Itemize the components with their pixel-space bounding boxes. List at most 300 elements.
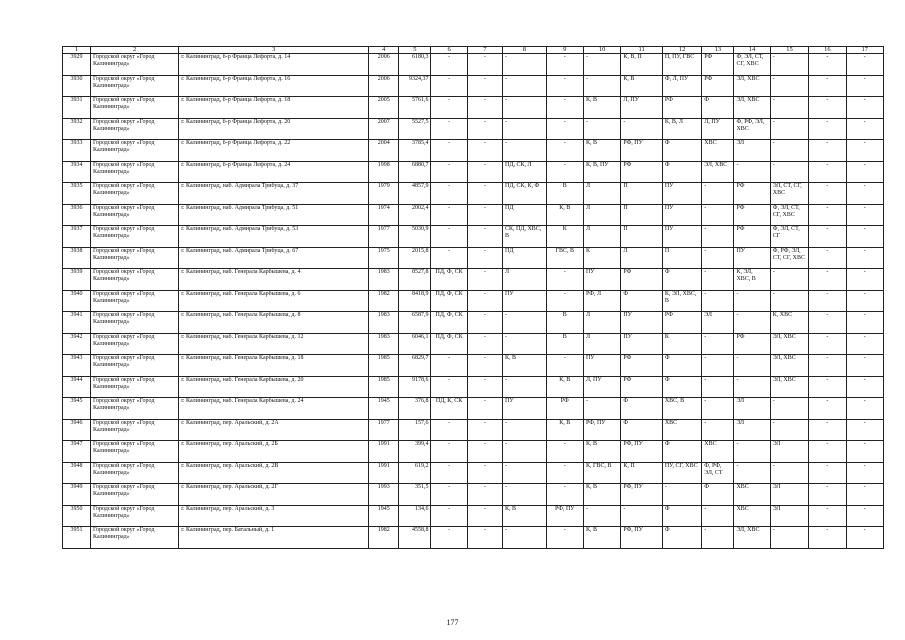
table-cell: 619,2 bbox=[399, 462, 431, 484]
table-cell: 1985 bbox=[369, 376, 399, 398]
table-cell: - bbox=[809, 376, 846, 398]
table-cell: - bbox=[503, 312, 547, 334]
table-cell: 1991 bbox=[369, 462, 399, 484]
table-cell: г. Калининград, наб. Генерала Карбышева, д. 4 bbox=[179, 269, 369, 291]
table-cell: 3936 bbox=[63, 204, 91, 226]
table-cell: - bbox=[431, 75, 467, 97]
table-row bbox=[63, 226, 884, 248]
table-cell: К, ЭЛ, ХВС, В bbox=[662, 290, 701, 312]
table-row bbox=[63, 247, 884, 269]
table-cell: ХВС bbox=[702, 441, 734, 463]
table-cell: ХВС, В bbox=[662, 398, 701, 420]
table-cell: - bbox=[467, 355, 502, 377]
table-cell: К, В, П bbox=[621, 54, 663, 76]
table-cell: РФ bbox=[734, 333, 770, 355]
table-cell: - bbox=[583, 398, 620, 420]
column-header: 12 bbox=[662, 47, 701, 54]
table-cell: В bbox=[546, 183, 583, 205]
header-row bbox=[63, 47, 884, 54]
table-cell: К, В bbox=[621, 75, 663, 97]
column-header: 7 bbox=[467, 47, 502, 54]
table-cell: 1998 bbox=[369, 161, 399, 183]
table-cell: - bbox=[734, 441, 770, 463]
table-cell: ПД, Ф, СК bbox=[431, 312, 467, 334]
table-cell: Л, ПУ bbox=[583, 376, 620, 398]
table-cell: ПУ bbox=[621, 312, 663, 334]
table-cell: - bbox=[467, 441, 502, 463]
table-cell: Ф bbox=[662, 376, 701, 398]
table-cell: 4558,8 bbox=[399, 527, 431, 549]
column-header: 4 bbox=[369, 47, 399, 54]
table-cell: - bbox=[467, 376, 502, 398]
table-cell: 9178,6 bbox=[399, 376, 431, 398]
table-cell: ПУ, СГ, ХВС bbox=[662, 462, 701, 484]
table-cell: - bbox=[431, 462, 467, 484]
table-cell: Ф bbox=[662, 505, 701, 527]
table-cell: 3934 bbox=[63, 161, 91, 183]
table-cell: 5030,9 bbox=[399, 226, 431, 248]
table-cell: - bbox=[770, 398, 808, 420]
table-cell: 8527,8 bbox=[399, 269, 431, 291]
table-cell: Л bbox=[621, 247, 663, 269]
table-cell: ПУ bbox=[621, 333, 663, 355]
table-cell: Городской округ «Город Калининград» bbox=[91, 247, 179, 269]
table-cell: - bbox=[583, 118, 620, 140]
table-cell: - bbox=[431, 140, 467, 162]
column-header: 15 bbox=[770, 47, 808, 54]
table-row bbox=[63, 290, 884, 312]
table-cell: - bbox=[467, 312, 502, 334]
table-cell: - bbox=[467, 269, 502, 291]
table-cell: ПД, СК, Л bbox=[503, 161, 547, 183]
table-cell: 6829,7 bbox=[399, 355, 431, 377]
table-cell: ГВС, В bbox=[546, 247, 583, 269]
table-cell: 3932 bbox=[63, 118, 91, 140]
table-cell: - bbox=[546, 527, 583, 549]
table-cell: - bbox=[431, 505, 467, 527]
table-cell: 3785,4 bbox=[399, 140, 431, 162]
table-cell: Городской округ «Город Калининград» bbox=[91, 204, 179, 226]
table-cell: ЭЛ bbox=[702, 312, 734, 334]
table-cell: 134,6 bbox=[399, 505, 431, 527]
table-cell: - bbox=[702, 247, 734, 269]
table-cell: - bbox=[431, 97, 467, 119]
table-cell: К, В, ПУ bbox=[583, 161, 620, 183]
table-cell: - bbox=[431, 484, 467, 506]
table-cell: - bbox=[809, 54, 846, 76]
table-cell: г. Калининград, наб. Адмирала Трибуца, д. 53 bbox=[179, 226, 369, 248]
table-cell: Городской округ «Город Калининград» bbox=[91, 97, 179, 119]
table-cell: - bbox=[846, 97, 883, 119]
table-cell: - bbox=[702, 290, 734, 312]
table-cell: - bbox=[431, 54, 467, 76]
table-cell: 3931 bbox=[63, 97, 91, 119]
table-cell: - bbox=[809, 161, 846, 183]
table-cell: РФ, ПУ bbox=[621, 527, 663, 549]
table-cell: - bbox=[702, 527, 734, 549]
table-cell: - bbox=[503, 75, 547, 97]
table-cell: Городской округ «Город Калининград» bbox=[91, 269, 179, 291]
table-cell: Городской округ «Город Калининград» bbox=[91, 226, 179, 248]
table-cell: - bbox=[809, 333, 846, 355]
table-cell: - bbox=[846, 290, 883, 312]
table-cell: 3930 bbox=[63, 75, 91, 97]
table-cell: ЭЛ bbox=[770, 505, 808, 527]
table-cell: ХВС bbox=[734, 505, 770, 527]
table-row bbox=[63, 161, 884, 183]
table-cell: - bbox=[546, 140, 583, 162]
table-cell: К, В bbox=[546, 376, 583, 398]
table-cell: РФ bbox=[734, 183, 770, 205]
table-cell: - bbox=[503, 118, 547, 140]
table-cell: К bbox=[583, 247, 620, 269]
table-cell: г. Калининград, б-р Франца Лефорта, д. 22 bbox=[179, 140, 369, 162]
table-cell: - bbox=[467, 484, 502, 506]
table-cell: ПД, СК, К, Ф bbox=[503, 183, 547, 205]
table-cell: г. Калининград, наб. Генерала Карбышева, д. 24 bbox=[179, 398, 369, 420]
table-cell: РФ bbox=[546, 398, 583, 420]
table-cell: - bbox=[467, 419, 502, 441]
table-cell: - bbox=[809, 505, 846, 527]
table-cell: Ф, РФ, ЭЛ, СТ bbox=[702, 462, 734, 484]
table-cell: 5761,6 bbox=[399, 97, 431, 119]
table-cell: - bbox=[546, 355, 583, 377]
table-cell: - bbox=[809, 269, 846, 291]
table-cell: 3947 bbox=[63, 441, 91, 463]
table-cell: - bbox=[770, 75, 808, 97]
table-cell: К, В bbox=[503, 505, 547, 527]
table-cell: 2006 bbox=[369, 54, 399, 76]
table-cell: - bbox=[503, 484, 547, 506]
table-cell: - bbox=[467, 527, 502, 549]
table-cell: - bbox=[431, 161, 467, 183]
table-cell: - bbox=[846, 333, 883, 355]
page-number: 177 bbox=[446, 618, 459, 627]
table-cell: г. Калининград, наб. Генерала Карбышева, д. 18 bbox=[179, 355, 369, 377]
table-cell: 3933 bbox=[63, 140, 91, 162]
table-cell: - bbox=[846, 140, 883, 162]
table-cell: - bbox=[846, 527, 883, 549]
table-cell: ПУ bbox=[583, 269, 620, 291]
table-cell: Л bbox=[583, 204, 620, 226]
column-header: 14 bbox=[734, 47, 770, 54]
table-cell: РФ bbox=[662, 312, 701, 334]
table-cell: - bbox=[809, 118, 846, 140]
column-header: 6 bbox=[431, 47, 467, 54]
table-cell: - bbox=[702, 333, 734, 355]
table-cell: - bbox=[467, 505, 502, 527]
table-cell: г. Калининград, наб. Адмирала Трибуца, д. 51 bbox=[179, 204, 369, 226]
table-cell: К, В bbox=[546, 419, 583, 441]
table-cell: РФ, ПУ bbox=[621, 484, 663, 506]
table-cell: Городской округ «Город Калининград» bbox=[91, 54, 179, 76]
table-cell: РФ, ПУ bbox=[546, 505, 583, 527]
table-cell: 3929 bbox=[63, 54, 91, 76]
table-cell: Городской округ «Город Калининград» bbox=[91, 355, 179, 377]
table-cell: г. Калининград, наб. Генерала Карбышева, д. 12 bbox=[179, 333, 369, 355]
table-row bbox=[63, 398, 884, 420]
table-cell: П bbox=[621, 204, 663, 226]
table-cell: - bbox=[702, 269, 734, 291]
table-cell: - bbox=[583, 505, 620, 527]
table-cell: Ф bbox=[621, 398, 663, 420]
table-row bbox=[63, 118, 884, 140]
table-cell: 8418,9 bbox=[399, 290, 431, 312]
table-row bbox=[63, 355, 884, 377]
table-cell: ЭЛ, ХВС bbox=[734, 527, 770, 549]
table-cell: Городской округ «Город Калининград» bbox=[91, 484, 179, 506]
table-cell: - bbox=[809, 247, 846, 269]
table-row bbox=[63, 75, 884, 97]
table-cell: 1974 bbox=[369, 204, 399, 226]
table-cell: Ф bbox=[662, 355, 701, 377]
table-cell: - bbox=[846, 484, 883, 506]
table-cell: - bbox=[734, 376, 770, 398]
table-cell: - bbox=[809, 419, 846, 441]
table-cell: Городской округ «Город Калининград» bbox=[91, 527, 179, 549]
table-cell: - bbox=[770, 462, 808, 484]
table-row bbox=[63, 97, 884, 119]
table-cell: 1993 bbox=[369, 484, 399, 506]
table-cell: - bbox=[467, 75, 502, 97]
table-cell: г. Калининград, наб. Генерала Карбышева, д. 8 bbox=[179, 312, 369, 334]
table-cell: ЭЛ, ХВС bbox=[770, 376, 808, 398]
table-cell: г. Калининград, б-р Франца Лефорта, д. 24 bbox=[179, 161, 369, 183]
table-cell: Ф, ЭЛ, СТ, СГ bbox=[770, 226, 808, 248]
table-cell: - bbox=[546, 462, 583, 484]
table-cell: ПУ bbox=[503, 290, 547, 312]
table-cell: - bbox=[467, 161, 502, 183]
table-cell: К, ЭЛ, ХВС, В bbox=[734, 269, 770, 291]
table-cell: 3950 bbox=[63, 505, 91, 527]
table-cell: Городской округ «Город Калининград» bbox=[91, 312, 179, 334]
table-cell: - bbox=[431, 527, 467, 549]
table-cell: ХВС bbox=[734, 484, 770, 506]
table-cell: 3941 bbox=[63, 312, 91, 334]
table-cell: Ф bbox=[702, 97, 734, 119]
table-cell: - bbox=[503, 54, 547, 76]
data-table bbox=[62, 46, 884, 549]
table-cell: 1975 bbox=[369, 247, 399, 269]
table-row bbox=[63, 269, 884, 291]
table-cell: - bbox=[809, 204, 846, 226]
table-cell: - bbox=[467, 247, 502, 269]
table-cell: - bbox=[846, 505, 883, 527]
table-cell: г. Калининград, пер. Аральский, д. 2В bbox=[179, 462, 369, 484]
table-cell: Городской округ «Город Калининград» bbox=[91, 183, 179, 205]
table-cell: П bbox=[662, 247, 701, 269]
table-cell: - bbox=[846, 355, 883, 377]
table-cell: 399,4 bbox=[399, 441, 431, 463]
table-cell: - bbox=[809, 355, 846, 377]
table-cell: - bbox=[809, 462, 846, 484]
table-cell: г. Калининград, пер. Аральский, д. 2Б bbox=[179, 441, 369, 463]
table-cell: - bbox=[809, 398, 846, 420]
table-cell: - bbox=[846, 376, 883, 398]
table-cell: 3944 bbox=[63, 376, 91, 398]
table-cell: 3949 bbox=[63, 484, 91, 506]
table-cell: К bbox=[662, 333, 701, 355]
table-cell: - bbox=[431, 376, 467, 398]
table-cell: - bbox=[809, 290, 846, 312]
table-cell: ЭЛ, ХВС bbox=[734, 75, 770, 97]
table-cell: Городской округ «Город Калининград» bbox=[91, 140, 179, 162]
table-cell: РФ, ПУ bbox=[583, 419, 620, 441]
table-cell: г. Калининград, б-р Франца Лефорта, д. 20 bbox=[179, 118, 369, 140]
table-cell: 1991 bbox=[369, 441, 399, 463]
table-cell: - bbox=[734, 290, 770, 312]
table-cell: - bbox=[702, 355, 734, 377]
table-cell: - bbox=[846, 312, 883, 334]
table-cell: ЭЛ bbox=[734, 419, 770, 441]
table-cell: К, В bbox=[583, 97, 620, 119]
table-cell: 3943 bbox=[63, 355, 91, 377]
table-cell: - bbox=[846, 247, 883, 269]
table-cell: ПД bbox=[503, 247, 547, 269]
table-cell: 1985 bbox=[369, 355, 399, 377]
table-row bbox=[63, 462, 884, 484]
table-cell: К, В, Л bbox=[662, 118, 701, 140]
table-row bbox=[63, 419, 884, 441]
table-cell: 2015,8 bbox=[399, 247, 431, 269]
table-cell: 1977 bbox=[369, 226, 399, 248]
table-cell: г. Калининград, пер. Батальный, д. 1 bbox=[179, 527, 369, 549]
table-cell: ПД, К, СК bbox=[431, 398, 467, 420]
table-cell: - bbox=[503, 419, 547, 441]
table-cell: 1945 bbox=[369, 505, 399, 527]
table-cell: 1945 bbox=[369, 398, 399, 420]
table-cell: - bbox=[809, 97, 846, 119]
table-cell: г. Калининград, б-р Франца Лефорта, д. 16 bbox=[179, 75, 369, 97]
table-cell: 2004 bbox=[369, 140, 399, 162]
table-cell: Городской округ «Город Калининград» bbox=[91, 75, 179, 97]
table-cell: - bbox=[846, 419, 883, 441]
table-cell: - bbox=[546, 441, 583, 463]
table-cell: - bbox=[467, 226, 502, 248]
table-cell: - bbox=[467, 140, 502, 162]
table-row bbox=[63, 183, 884, 205]
table-cell: ПД bbox=[503, 204, 547, 226]
column-header: 17 bbox=[846, 47, 883, 54]
table-cell: К, В bbox=[583, 140, 620, 162]
table-cell: Ф, РФ, ЭЛ, СТ, СГ, ХВС bbox=[770, 247, 808, 269]
table-cell: - bbox=[702, 204, 734, 226]
table-cell: ПД, Ф, СК bbox=[431, 290, 467, 312]
table-cell: - bbox=[621, 118, 663, 140]
table-cell: РФ bbox=[621, 269, 663, 291]
table-cell: Ф, РФ, ЭЛ, ХВС bbox=[734, 118, 770, 140]
table-cell: РФ bbox=[621, 376, 663, 398]
table-cell: - bbox=[846, 226, 883, 248]
table-cell: - bbox=[431, 118, 467, 140]
column-header: 9 bbox=[546, 47, 583, 54]
table-cell: - bbox=[702, 183, 734, 205]
table-cell: г. Калининград, пер. Аральский, д. 2Г bbox=[179, 484, 369, 506]
table-row bbox=[63, 312, 884, 334]
table-cell: В bbox=[546, 312, 583, 334]
table-cell: 351,5 bbox=[399, 484, 431, 506]
table-cell: - bbox=[770, 419, 808, 441]
table-cell: ЭЛ bbox=[770, 484, 808, 506]
table-cell: - bbox=[846, 204, 883, 226]
table-cell: 5527,5 bbox=[399, 118, 431, 140]
table-cell: ПД, Ф, СК bbox=[431, 333, 467, 355]
table-cell: Городской округ «Город Калининград» bbox=[91, 290, 179, 312]
table-cell: 1983 bbox=[369, 312, 399, 334]
table-cell: Городской округ «Город Калининград» bbox=[91, 419, 179, 441]
table-cell: - bbox=[770, 54, 808, 76]
table-cell: Ф bbox=[662, 441, 701, 463]
table-cell: - bbox=[503, 376, 547, 398]
table-cell: Городской округ «Город Калининград» bbox=[91, 376, 179, 398]
table-cell: Л bbox=[583, 312, 620, 334]
table-cell: Ф bbox=[662, 140, 701, 162]
table-cell: - bbox=[702, 398, 734, 420]
table-cell: - bbox=[546, 161, 583, 183]
table-cell: 1979 bbox=[369, 183, 399, 205]
table-cell: - bbox=[431, 355, 467, 377]
table-cell: - bbox=[770, 269, 808, 291]
table-cell: ПУ bbox=[734, 247, 770, 269]
table-cell: 3937 bbox=[63, 226, 91, 248]
table-cell: - bbox=[809, 484, 846, 506]
table-cell: - bbox=[546, 118, 583, 140]
table-row bbox=[63, 505, 884, 527]
table-cell: - bbox=[770, 161, 808, 183]
table-cell: П bbox=[621, 226, 663, 248]
table-cell: РФ, ПУ bbox=[621, 441, 663, 463]
table-cell: - bbox=[546, 97, 583, 119]
table-cell: - bbox=[467, 290, 502, 312]
table-cell: - bbox=[467, 333, 502, 355]
table-cell: 6180,3 bbox=[399, 54, 431, 76]
table-cell: Ф, Л, ПУ bbox=[662, 75, 701, 97]
table-cell: - bbox=[770, 118, 808, 140]
table-cell: РФ bbox=[734, 204, 770, 226]
table-cell: 3946 bbox=[63, 419, 91, 441]
column-header: 16 bbox=[809, 47, 846, 54]
table-cell: ЭЛ, ХВС bbox=[702, 161, 734, 183]
table-row bbox=[63, 376, 884, 398]
table-cell: 3942 bbox=[63, 333, 91, 355]
column-header: 3 bbox=[179, 47, 369, 54]
table-cell: - bbox=[546, 484, 583, 506]
table-cell: Л bbox=[503, 269, 547, 291]
table-cell: 6880,7 bbox=[399, 161, 431, 183]
table-cell: - bbox=[702, 505, 734, 527]
table-cell: Ф bbox=[662, 161, 701, 183]
table-row bbox=[63, 527, 884, 549]
table-cell: - bbox=[770, 140, 808, 162]
table-cell: 2002,4 bbox=[399, 204, 431, 226]
table-cell: - bbox=[583, 54, 620, 76]
table-cell: - bbox=[431, 183, 467, 205]
table-cell: - bbox=[431, 247, 467, 269]
table-cell: - bbox=[467, 398, 502, 420]
table-cell: - bbox=[809, 140, 846, 162]
table-cell: 6046,1 bbox=[399, 333, 431, 355]
table-row bbox=[63, 333, 884, 355]
table-cell: 2006 bbox=[369, 75, 399, 97]
table-cell: Городской округ «Город Калининград» bbox=[91, 333, 179, 355]
table-cell: - bbox=[809, 527, 846, 549]
table-cell: ЭЛ bbox=[770, 441, 808, 463]
table-cell: ХВС bbox=[702, 140, 734, 162]
table-cell: ПУ bbox=[583, 355, 620, 377]
table-cell: ЭЛ, СТ, СГ, ХВС bbox=[770, 183, 808, 205]
table-cell: - bbox=[734, 161, 770, 183]
table-cell: - bbox=[846, 54, 883, 76]
